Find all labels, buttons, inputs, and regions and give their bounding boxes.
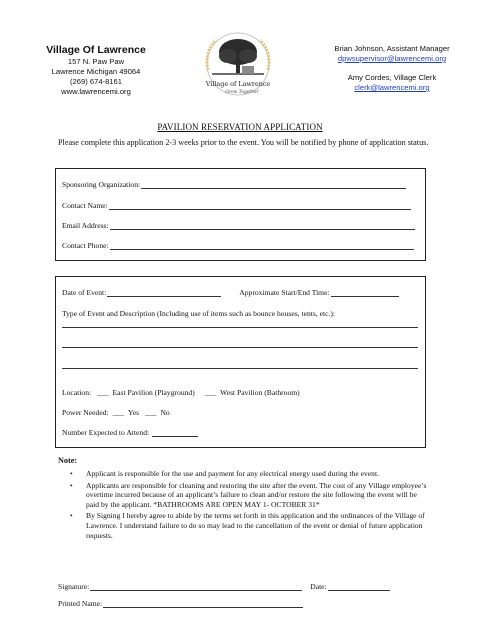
website: www.lawrencemi.org — [61, 87, 131, 96]
printed-name-label: Printed Name: — [58, 599, 103, 608]
form-title: PAVILION RESERVATION APPLICATION — [157, 122, 323, 132]
power-label: Power Needed: — [62, 408, 109, 417]
contact-name-row — [62, 201, 411, 210]
village-contact-block — [40, 44, 152, 97]
bullet-icon: • — [70, 480, 73, 490]
note-text: By Signing I hereby agree to abide by the terms set forth in this application and the ordinances of the Village of Lawrence. I understand failure to do so may lead to the cancellation of the event or denial of future application requests. — [86, 511, 425, 540]
email-field[interactable] — [110, 222, 415, 230]
contact-name-field[interactable] — [109, 202, 411, 210]
signature-field[interactable] — [90, 583, 302, 591]
event-type-row — [62, 309, 335, 318]
location-west-label: West Pavilion (Bathroom) — [220, 388, 300, 397]
contact-name-label: Contact Name: — [62, 201, 108, 210]
attendance-field[interactable] — [152, 429, 198, 437]
signature-row — [58, 582, 390, 591]
staff-contact-block — [326, 44, 458, 93]
sponsoring-org-row — [62, 180, 406, 189]
sign-date-label: Date: — [310, 582, 327, 591]
date-label: Date of Event: — [62, 288, 107, 297]
date-time-row — [62, 288, 399, 297]
location-row — [62, 388, 300, 397]
address-line-2: Lawrence Michigan 49064 — [51, 67, 141, 76]
contact-info-section — [55, 168, 426, 261]
email-label: Email Address: — [62, 221, 109, 230]
event-info-section — [55, 276, 426, 448]
sign-date-field[interactable] — [328, 583, 390, 591]
note-item — [70, 511, 428, 540]
time-label: Approximate Start/End Time: — [239, 288, 330, 297]
logo-tagline: Grow Together — [225, 90, 259, 95]
event-description-line-1[interactable] — [62, 327, 418, 328]
intro-text: Please complete this application 2-3 weeks prior to the event. You will be notified by phone of application status. — [58, 138, 429, 147]
sponsoring-org-label: Sponsoring Organization: — [62, 180, 141, 189]
location-east-label: East Pavilion (Playground) — [112, 388, 195, 397]
phone-label: Contact Phone: — [62, 241, 109, 250]
contact-1-name: Brian Johnson, Assistant Manager — [334, 44, 450, 53]
event-type-label: Type of Event and Description (Including use of items such as bounce houses, tents, etc.): — [62, 309, 335, 318]
event-description-line-2[interactable] — [62, 347, 418, 348]
note-text: Applicant is responsible for the use and payment for any electrical energy used during the event. — [86, 469, 379, 478]
contact-2-name: Amy Cordes, Village Clerk — [347, 73, 437, 82]
village-logo — [198, 30, 278, 108]
phone-field[interactable] — [110, 242, 414, 250]
attendance-label: Number Expected to Attend: — [62, 428, 150, 437]
note-text: Applicants are responsible for cleaning and restoring the site after the event. The cost of any Village employee’s overtime incurred because of an applicant’s failure to clean and/or restore the site following the event will be paid by the applicant. *BATHROOMS ARE OPEN MAY 1- OCTOBER 31* — [86, 480, 427, 509]
phone-number: (269) 674-8161 — [70, 77, 122, 86]
location-label: Location: — [62, 388, 92, 397]
email-row — [62, 221, 415, 230]
contact-1-email-link[interactable]: dpwsupervisor@lawrencemi.org — [337, 54, 447, 63]
printed-name-row — [58, 599, 303, 608]
power-yes-checkbox[interactable]: ___ — [112, 408, 124, 417]
power-row — [62, 408, 170, 417]
attendance-row — [62, 428, 198, 437]
note-heading: Note: — [58, 456, 78, 465]
address-line-1: 157 N. Paw Paw — [67, 57, 125, 66]
power-no-checkbox[interactable]: ___ — [145, 408, 157, 417]
location-west-checkbox[interactable]: ___ — [204, 388, 217, 397]
time-field[interactable] — [331, 289, 399, 297]
note-item — [70, 481, 428, 510]
logo-text: Village of Lawrence — [205, 80, 271, 88]
signature-label: Signature: — [58, 582, 90, 591]
power-yes-label: Yes — [128, 408, 140, 417]
note-item — [70, 469, 428, 479]
printed-name-field[interactable] — [103, 600, 303, 608]
org-name: Village Of Lawrence — [46, 44, 146, 56]
bullet-icon: • — [70, 511, 73, 521]
phone-row — [62, 241, 414, 250]
location-east-checkbox[interactable]: ___ — [97, 388, 109, 397]
notes-list — [70, 469, 428, 542]
date-field[interactable] — [107, 289, 221, 297]
contact-2-email-link[interactable]: clerk@lawrencemi.org — [354, 83, 430, 92]
power-no-label: No — [160, 408, 170, 417]
bullet-icon: • — [70, 469, 73, 478]
event-description-line-3[interactable] — [62, 368, 418, 369]
sponsoring-org-field[interactable] — [141, 181, 406, 189]
